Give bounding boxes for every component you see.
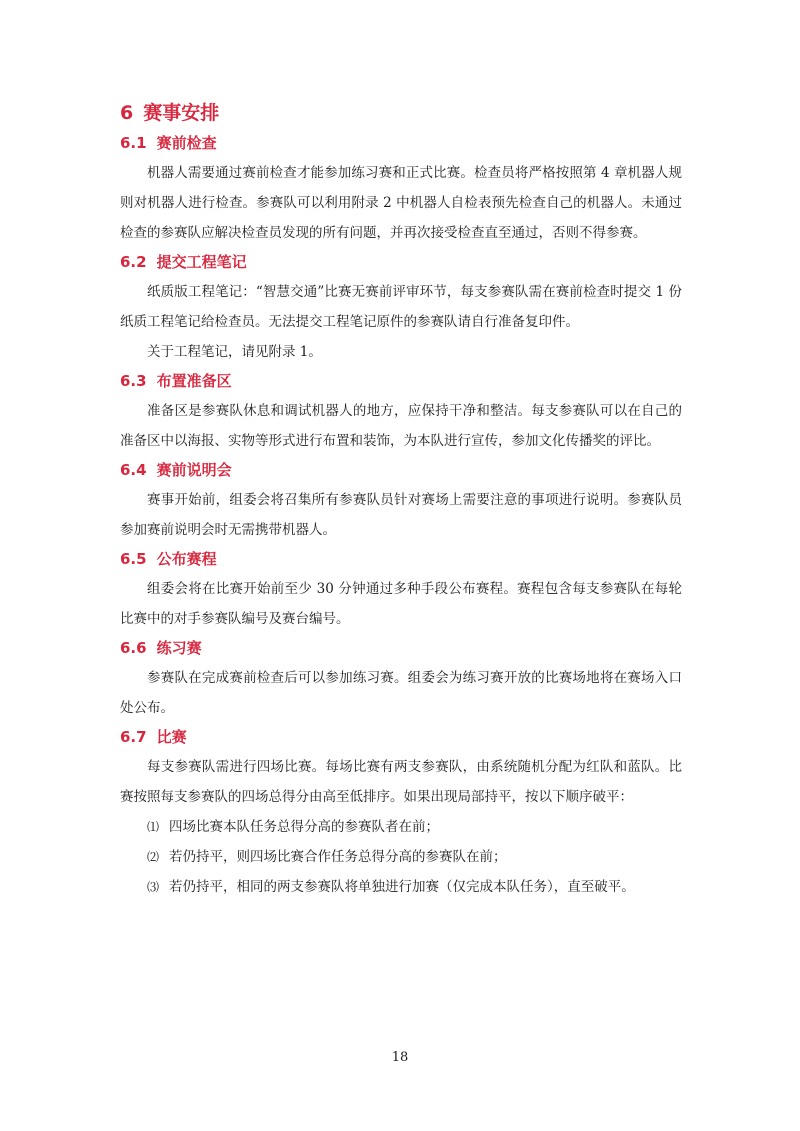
- list-item: [120, 872, 682, 902]
- list-marker: ⑶: [147, 880, 160, 894]
- paragraph: 每支参赛队需进行四场比赛。每场比赛有两支参赛队，由系统随机分配为红队和蓝队。比赛按照每支参赛队的四场总得分由高至低排序。如果出现局部持平，按以下顺序破平：: [120, 759, 682, 805]
- paragraph: 纸质版工程笔记：“智慧交通”比赛无赛前评审环节，每支参赛队需在赛前检查时提交 1 份纸质工程笔记给检查员。无法提交工程笔记原件的参赛队请自行准备复印件。: [120, 284, 682, 330]
- paragraph: 组委会将在比赛开始前至少 30 分钟通过多种手段公布赛程。赛程包含每支参赛队在每轮比赛中的对手参赛队编号及赛台编号。: [120, 581, 682, 627]
- section-title: 练习赛: [156, 639, 202, 657]
- section-heading-6-5: [120, 548, 682, 570]
- paragraph: 准备区是参赛队休息和调试机器人的地方，应保持干净和整洁。每支参赛队可以在自己的准备区中以海报、实物等形式进行布置和装饰，为本队进行宣传，参加文化传播奖的评比。: [120, 403, 682, 449]
- section-heading-6-2: [120, 251, 682, 273]
- section-heading-6-1: [120, 132, 682, 154]
- list-item-text: 四场比赛本队任务总得分高的参赛队者在前；: [169, 819, 439, 835]
- section-number: 6.3: [120, 372, 147, 390]
- page-number: 18: [391, 1050, 409, 1065]
- section-heading-6-3: [120, 370, 682, 392]
- list-marker: ⑴: [147, 820, 160, 834]
- chapter-title: [120, 100, 682, 126]
- chapter-number: 6: [120, 102, 134, 124]
- section-number: 6.6: [120, 639, 147, 657]
- list-item-text: 若仍持平，相同的两支参赛队将单独进行加赛（仅完成本队任务），直至破平。: [169, 879, 635, 895]
- section-title: 赛前说明会: [156, 461, 232, 479]
- section-number: 6.7: [120, 728, 147, 746]
- paragraph: 参赛队在完成赛前检查后可以参加练习赛。组委会为练习赛开放的比赛场地将在赛场入口处公布。: [120, 670, 682, 716]
- section-number: 6.5: [120, 550, 147, 568]
- section-heading-6-6: [120, 637, 682, 659]
- list-item-text: 若仍持平，则四场比赛合作任务总得分高的参赛队在前；: [169, 849, 507, 865]
- section-title: 赛前检查: [156, 134, 217, 152]
- section-title: 公布赛程: [156, 550, 217, 568]
- section-number: 6.4: [120, 461, 147, 479]
- section-title: 布置准备区: [156, 372, 232, 390]
- paragraph: 关于工程笔记，请见附录 1。: [147, 344, 322, 360]
- paragraph: 赛事开始前，组委会将召集所有参赛队员针对赛场上需要注意的事项进行说明。参赛队员参加赛前说明会时无需携带机器人。: [120, 492, 682, 538]
- list-item: [120, 812, 682, 842]
- paragraph: 机器人需要通过赛前检查才能参加练习赛和正式比赛。检查员将严格按照第 4 章机器人规则对机器人进行检查。参赛队可以利用附录 2 中机器人自检表预先检查自己的机器人。未通过检查的参赛队应解决检查员发现的所有问题，并再次接受检查直至通过，否则不得参赛。: [120, 165, 682, 241]
- section-number: 6.1: [120, 134, 147, 152]
- list-item: [120, 842, 682, 872]
- document-page: [120, 100, 682, 902]
- section-heading-6-7: [120, 726, 682, 748]
- section-title: 提交工程笔记: [156, 253, 247, 271]
- section-number: 6.2: [120, 253, 147, 271]
- chapter-title-text: 赛事安排: [143, 102, 220, 124]
- section-title: 比赛: [156, 728, 187, 746]
- section-heading-6-4: [120, 459, 682, 481]
- list-marker: ⑵: [147, 850, 160, 864]
